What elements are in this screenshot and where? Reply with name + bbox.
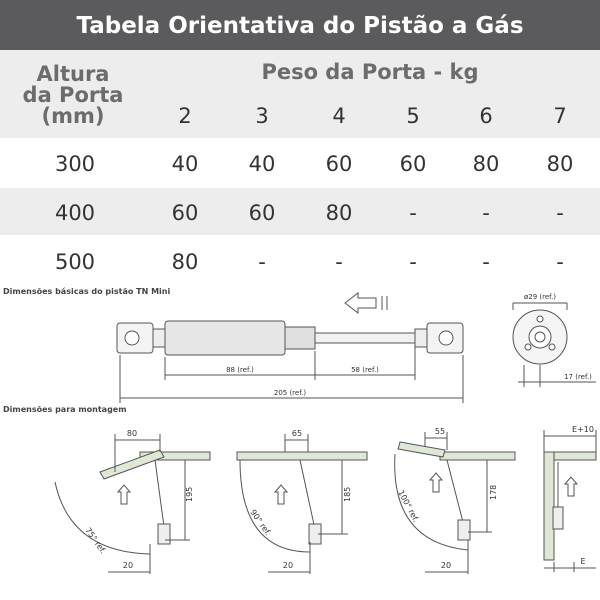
weight-header: 2 bbox=[178, 104, 192, 128]
dim-angle: 90° ref. bbox=[248, 507, 273, 538]
weight-group-header: Peso da Porta - kg bbox=[261, 60, 479, 84]
dim-top: 80 bbox=[126, 429, 138, 438]
dim-angle: 100° ref. bbox=[396, 488, 421, 524]
dim-height: 178 bbox=[489, 484, 498, 500]
height-column-header bbox=[18, 64, 128, 127]
end-length-dim: 17 (ref.) bbox=[564, 373, 592, 381]
table-cell: 60 bbox=[399, 152, 427, 176]
height-header-line: Altura bbox=[36, 62, 110, 86]
arrow-up-icon bbox=[275, 485, 287, 504]
height-cell: 500 bbox=[54, 250, 96, 274]
arrow-left-icon bbox=[345, 293, 376, 313]
mounting-diagram-90 bbox=[237, 434, 367, 574]
table-cell: - bbox=[482, 201, 490, 225]
table-cell: 60 bbox=[171, 201, 199, 225]
height-cell: 300 bbox=[54, 152, 96, 176]
table-cell: 80 bbox=[325, 201, 353, 225]
table-cell: 40 bbox=[171, 152, 199, 176]
mounting-drawings bbox=[0, 412, 600, 600]
dim-bottom: E bbox=[580, 557, 586, 566]
dim-bottom: 20 bbox=[440, 561, 452, 570]
table-cell: - bbox=[409, 201, 417, 225]
table-cell: 80 bbox=[472, 152, 500, 176]
dim-height: 195 bbox=[185, 486, 194, 502]
dim-top: 55 bbox=[434, 427, 446, 436]
dim-top: E+10 bbox=[572, 425, 594, 434]
body-length-dim: 88 (ref.) bbox=[226, 366, 254, 374]
door-panel bbox=[398, 442, 445, 457]
table-cell: 40 bbox=[248, 152, 276, 176]
rod-length-dim: 58 (ref.) bbox=[351, 366, 379, 374]
page-title: Tabela Orientativa do Pistão a Gás bbox=[0, 0, 600, 50]
table-cell: - bbox=[409, 250, 417, 274]
piston-drawing bbox=[0, 285, 600, 405]
table-cell: 80 bbox=[546, 152, 574, 176]
piston-rod bbox=[315, 333, 415, 343]
mounting-section-label: Dimensões para montagem bbox=[3, 405, 127, 414]
dim-top: 65 bbox=[291, 429, 303, 438]
dim-bottom: 20 bbox=[122, 561, 134, 570]
table-cell: - bbox=[258, 250, 266, 274]
height-header-line: (mm) bbox=[41, 104, 105, 128]
diameter-dim: ø29 (ref.) bbox=[523, 293, 557, 301]
dim-angle: 75° ref. bbox=[83, 525, 108, 556]
table-cell: - bbox=[335, 250, 343, 274]
weight-header: 4 bbox=[332, 104, 346, 128]
piston-section-label: Dimensões básicas do pistão TN Mini bbox=[3, 287, 171, 296]
height-header-line: da Porta bbox=[22, 83, 124, 107]
door-panel bbox=[237, 452, 367, 460]
arrow-up-icon bbox=[430, 473, 442, 492]
door-panel bbox=[544, 452, 554, 560]
total-length-dim: 205 (ref.) bbox=[273, 389, 307, 397]
arrow-up-icon bbox=[565, 477, 577, 496]
weight-header: 5 bbox=[406, 104, 420, 128]
piston-body bbox=[165, 321, 285, 355]
mounting-diagram-75 bbox=[55, 434, 210, 574]
table-cell: 80 bbox=[171, 250, 199, 274]
weight-header: 6 bbox=[479, 104, 493, 128]
weight-header: 3 bbox=[255, 104, 269, 128]
dim-bottom: 20 bbox=[282, 561, 294, 570]
table-cell: 60 bbox=[248, 201, 276, 225]
arrow-up-icon bbox=[118, 485, 130, 504]
dim-height: 185 bbox=[343, 486, 352, 502]
table-cell: - bbox=[482, 250, 490, 274]
mounting-diagram-side bbox=[544, 430, 596, 572]
table-cell: - bbox=[556, 250, 564, 274]
door-panel bbox=[100, 450, 164, 479]
weight-header: 7 bbox=[553, 104, 567, 128]
table-cell: - bbox=[556, 201, 564, 225]
height-cell: 400 bbox=[54, 201, 96, 225]
left-fitting-hole bbox=[125, 331, 139, 345]
table-cell: 60 bbox=[325, 152, 353, 176]
